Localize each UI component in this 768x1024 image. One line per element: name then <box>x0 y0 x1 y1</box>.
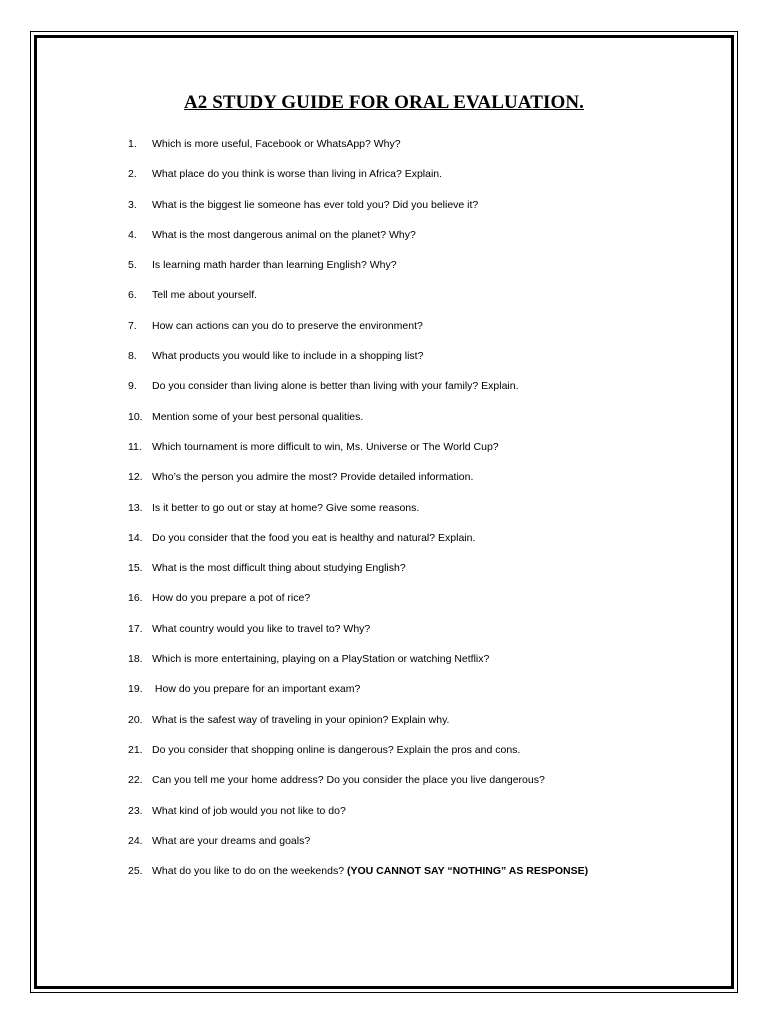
question-item <box>128 258 588 288</box>
question-number: 9. <box>128 380 137 393</box>
question-item <box>128 228 588 258</box>
question-number: 22. <box>128 774 143 787</box>
question-number: 21. <box>128 743 143 756</box>
question-item <box>128 864 588 894</box>
question-item <box>128 834 588 864</box>
question-text: Can you tell me your home address? Do you consider the place you live dangerous? <box>152 774 545 787</box>
question-item <box>128 804 588 834</box>
question-item <box>128 531 588 561</box>
question-text: Do you consider that shopping online is dangerous? Explain the pros and cons. <box>152 743 521 756</box>
question-number: 4. <box>128 228 137 241</box>
question-text: What are your dreams and goals? <box>152 834 311 847</box>
question-text: Do you consider that the food you eat is healthy and natural? Explain. <box>152 531 476 544</box>
question-number: 20. <box>128 713 143 726</box>
question-text: Mention some of your best personal qualities. <box>152 410 364 423</box>
question-text: How can actions can you do to preserve the environment? <box>152 319 423 332</box>
question-item <box>128 470 588 500</box>
question-number: 6. <box>128 289 137 302</box>
question-number: 14. <box>128 531 143 544</box>
question-text: Is it better to go out or stay at home? Give some reasons. <box>152 501 420 514</box>
question-number: 12. <box>128 471 143 484</box>
question-item <box>128 652 588 682</box>
question-item <box>128 410 588 440</box>
question-item <box>128 773 588 803</box>
question-item <box>128 622 588 652</box>
question-item <box>128 349 588 379</box>
question-text: What do you like to do on the weekends? <box>152 865 347 878</box>
question-number: 3. <box>128 198 137 211</box>
question-text: What products you would like to include in a shopping list? <box>152 350 424 363</box>
question-number: 16. <box>128 592 143 605</box>
question-number: 19. <box>128 683 143 696</box>
question-number: 1. <box>128 138 137 150</box>
question-text: Which is more entertaining, playing on a PlayStation or watching Netflix? <box>152 653 490 666</box>
question-item <box>128 561 588 591</box>
question-item <box>128 591 588 621</box>
document-title: A2 STUDY GUIDE FOR ORAL EVALUATION. <box>183 92 585 113</box>
question-emphasis: (YOU CANNOT SAY “NOTHING” AS RESPONSE) <box>346 865 589 878</box>
question-text: What is the most dangerous animal on the planet? Why? <box>152 228 416 241</box>
question-text: What country would you like to travel to? Why? <box>152 622 371 635</box>
question-number: 24. <box>128 834 143 847</box>
question-text: Tell me about yourself. <box>152 289 258 302</box>
question-text: What is the most difficult thing about studying English? <box>152 562 406 575</box>
question-item <box>128 319 588 349</box>
question-text: What kind of job would you not like to do? <box>152 804 346 817</box>
question-item <box>128 288 588 318</box>
question-number: 7. <box>128 319 137 332</box>
question-text: Which tournament is more difficult to win, Ms. Universe or The World Cup? <box>152 440 499 453</box>
question-text: What is the safest way of traveling in your opinion? Explain why. <box>152 713 450 726</box>
question-text: Which is more useful, Facebook or WhatsApp? Why? <box>152 138 401 150</box>
question-item <box>128 743 588 773</box>
question-text: How do you prepare a pot of rice? <box>152 592 311 605</box>
question-item <box>128 440 588 470</box>
question-number: 18. <box>128 653 143 666</box>
question-item <box>128 379 588 409</box>
question-item <box>128 682 588 712</box>
question-item <box>128 713 588 743</box>
question-text: What is the biggest lie someone has ever told you? Did you believe it? <box>152 198 479 211</box>
question-text: Do you consider than living alone is better than living with your family? Explain. <box>152 380 519 393</box>
question-item <box>128 137 588 167</box>
question-number: 23. <box>128 804 143 817</box>
question-number: 5. <box>128 259 137 272</box>
question-item <box>128 501 588 531</box>
question-number: 15. <box>128 562 143 575</box>
question-text: How do you prepare for an important exam? <box>152 683 361 696</box>
question-number: 13. <box>128 501 143 514</box>
question-number: 17. <box>128 622 143 635</box>
question-number: 25. <box>128 865 143 878</box>
question-item <box>128 167 588 197</box>
question-text: Who’s the person you admire the most? Provide detailed information. <box>152 471 474 484</box>
question-number: 10. <box>128 410 143 423</box>
question-number: 8. <box>128 350 137 363</box>
question-text: Is learning math harder than learning English? Why? <box>152 259 397 272</box>
question-text: What place do you think is worse than living in Africa? Explain. <box>152 168 443 181</box>
question-list <box>128 137 588 894</box>
question-number: 11. <box>128 440 142 453</box>
question-item <box>128 198 588 228</box>
question-number: 2. <box>128 168 137 181</box>
